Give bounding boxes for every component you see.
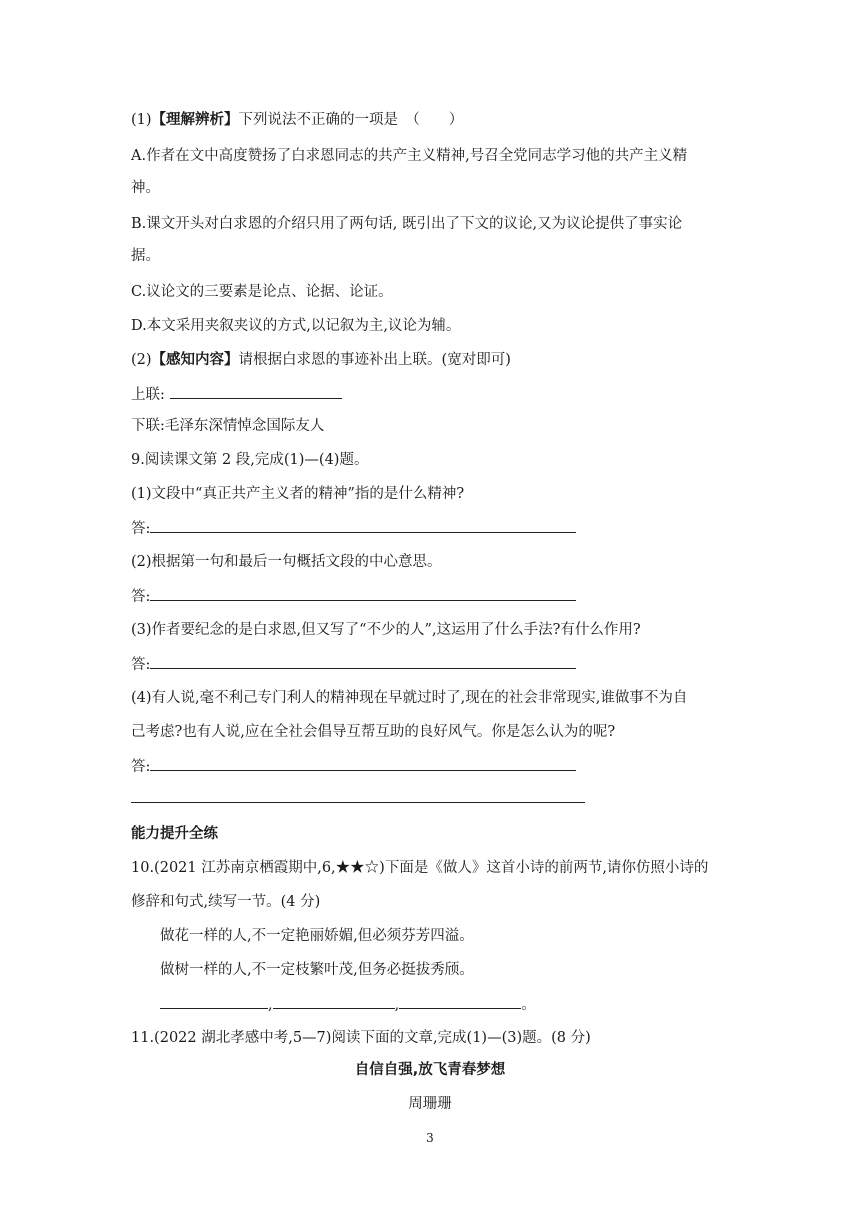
q9-stem: 9.阅读课文第 2 段,完成(1)—(4)题。 [131, 452, 369, 468]
poem-blank-2[interactable] [273, 994, 395, 1009]
q11-stem: 11.(2022 湖北孝感中考,5—7)阅读下面的文章,完成(1)—(3)题。(8 分) [131, 1030, 591, 1046]
q9-answer2 [131, 586, 576, 607]
article-title: 自信自强,放飞青春梦想 [354, 1062, 506, 1078]
q8-sub1-number: (1) [131, 112, 152, 128]
answer-label: 答: [131, 589, 151, 605]
poem-comma-1: , [268, 997, 273, 1013]
q8-sub2 [131, 350, 511, 370]
q9-sub4-line2: 己考虑?也有人说,应在全社会倡导互帮互助的良好风气。你是怎么认为的呢? [131, 724, 616, 740]
q8-sub2-number: (2) [131, 352, 152, 368]
answer-label: 答: [131, 759, 151, 775]
article-author: 周珊珊 [408, 1096, 452, 1112]
poem-blank-3[interactable] [399, 994, 521, 1009]
q9-sub2: (2)根据第一句和最后一句概括文段的中心意思。 [131, 554, 442, 570]
q8-option-b-line2: 据。 [131, 248, 160, 264]
answer-label: 答: [131, 521, 151, 537]
q8-sub1 [131, 110, 463, 130]
poem-line2: 做树一样的人,不一定枝繁叶茂,但务必挺拔秀颀。 [160, 962, 474, 978]
answer-blank-2[interactable] [150, 586, 576, 601]
section-title: 能力提升全练 [131, 826, 218, 842]
q9-answer4 [131, 756, 576, 777]
answer-blank-4[interactable] [150, 756, 576, 771]
q8-sub1-tag: 【理解辨析】 [151, 112, 239, 128]
q8-sub2-text: 请根据白求恩的事迹补出上联。(宽对即可) [238, 352, 511, 368]
lower-couplet: 下联:毛泽东深情悼念国际友人 [131, 418, 325, 434]
q8-option-c: C.议论文的三要素是论点、论据、论证。 [131, 284, 393, 300]
upper-couplet-label: 上联: [131, 387, 165, 403]
q9-answer1 [131, 518, 576, 539]
q9-sub3: (3)作者要纪念的是白求恩,但又写了“不少的人”,这运用了什么手法?有什么作用? [131, 622, 641, 638]
q8-option-a-line2: 神。 [131, 180, 160, 196]
q9-answer3 [131, 654, 576, 675]
upper-couplet-blank[interactable] [170, 384, 342, 399]
upper-couplet [131, 384, 342, 405]
q10-stem-line2: 修辞和句式,续写一节。(4 分) [131, 894, 321, 910]
q9-sub4-line1: (4)有人说,毫不利己专门利人的精神现在早就过时了,现在的社会非常现实,谁做事不为自 [131, 690, 688, 706]
q10-stem-line1: 10.(2021 江苏南京栖霞期中,6,★★☆)下面是《做人》这首小诗的前两节,请你仿照小诗的 [131, 860, 709, 876]
poem-comma-2: , [394, 997, 400, 1013]
poem-period: 。 [521, 997, 536, 1013]
answer-blank-4-extra-line[interactable] [131, 802, 585, 803]
answer-blank-1[interactable] [150, 518, 576, 533]
q8-sub2-tag: 【感知内容】 [151, 352, 239, 368]
poem-line1: 做花一样的人,不一定艳丽娇媚,但必须芬芳四溢。 [160, 928, 474, 944]
poem-continuation [160, 994, 536, 1015]
answer-label: 答: [131, 657, 151, 673]
q9-sub1: (1)文段中“真正共产主义者的精神”指的是什么精神? [131, 486, 465, 502]
q8-sub1-text: 下列说法不正确的一项是 （ ） [238, 112, 464, 128]
page-number: 3 [426, 1131, 434, 1145]
q8-option-a-line1: A.作者在文中高度赞扬了白求恩同志的共产主义精神,号召全党同志学习他的共产主义精 [131, 148, 688, 164]
q8-option-d: D.本文采用夹叙夹议的方式,以记叙为主,议论为辅。 [131, 318, 461, 334]
q8-option-b-line1: B.课文开头对白求恩的介绍只用了两句话, 既引出了下文的议论,又为议论提供了事实论 [131, 216, 683, 232]
poem-blank-1[interactable] [160, 994, 268, 1009]
answer-blank-3[interactable] [150, 654, 576, 669]
